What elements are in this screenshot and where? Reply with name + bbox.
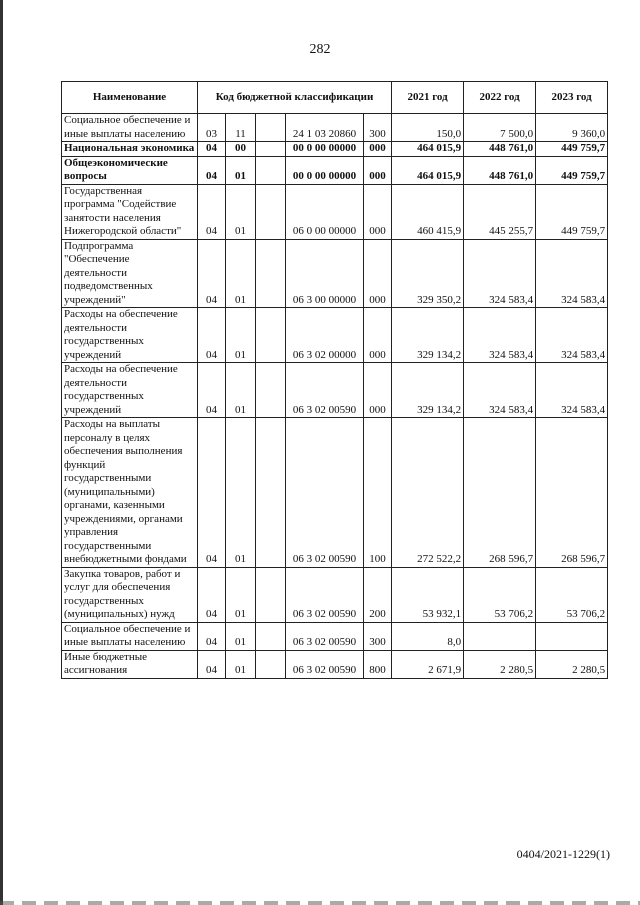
value-2021: 329 134,2 <box>392 308 464 363</box>
value-2023: 449 759,7 <box>536 142 608 157</box>
value-2022: 448 761,0 <box>464 156 536 184</box>
target-article-code: 06 3 02 00000 <box>286 308 364 363</box>
table-row <box>62 142 608 157</box>
target-article-code: 06 0 00 00000 <box>286 184 364 239</box>
expense-type-code: 000 <box>364 184 392 239</box>
expense-type-code: 000 <box>364 142 392 157</box>
header-2022: 2022 год <box>464 82 536 114</box>
expense-type-code: 300 <box>364 114 392 142</box>
blank-cell <box>256 308 286 363</box>
blank-cell <box>256 567 286 622</box>
value-2021: 272 522,2 <box>392 418 464 568</box>
value-2022: 7 500,0 <box>464 114 536 142</box>
value-2023: 53 706,2 <box>536 567 608 622</box>
target-article-code: 06 3 02 00590 <box>286 650 364 678</box>
section-code: 04 <box>198 622 226 650</box>
row-name: Подпрограмма "Обеспечение деятельности подведомственных учреждений" <box>62 239 198 308</box>
value-2023: 449 759,7 <box>536 184 608 239</box>
subsection-code: 01 <box>226 239 256 308</box>
target-article-code: 06 3 02 00590 <box>286 567 364 622</box>
section-code: 04 <box>198 184 226 239</box>
scan-edge <box>0 0 3 905</box>
value-2022: 445 255,7 <box>464 184 536 239</box>
blank-cell <box>256 239 286 308</box>
row-name: Иные бюджетные ассигнования <box>62 650 198 678</box>
expense-type-code: 200 <box>364 567 392 622</box>
subsection-code: 01 <box>226 650 256 678</box>
expense-type-code: 300 <box>364 622 392 650</box>
subsection-code: 01 <box>226 622 256 650</box>
value-2023: 2 280,5 <box>536 650 608 678</box>
section-code: 04 <box>198 308 226 363</box>
row-name: Социальное обеспечение и иные выплаты населению <box>62 114 198 142</box>
value-2021: 8,0 <box>392 622 464 650</box>
table-row <box>62 622 608 650</box>
value-2022: 53 706,2 <box>464 567 536 622</box>
value-2023: 268 596,7 <box>536 418 608 568</box>
blank-cell <box>256 363 286 418</box>
row-name: Расходы на выплаты персоналу в целях обеспечения выполнения функций государственными (муниципальными) органами, казенными учреждениями, органами управления государственными внебюджетными фондами <box>62 418 198 568</box>
row-name: Расходы на обеспечение деятельности государственных учреждений <box>62 363 198 418</box>
blank-cell <box>256 622 286 650</box>
table-row <box>62 567 608 622</box>
value-2023: 324 583,4 <box>536 363 608 418</box>
value-2021: 329 134,2 <box>392 363 464 418</box>
blank-cell <box>256 650 286 678</box>
target-article-code: 24 1 03 20860 <box>286 114 364 142</box>
scan-bottom-edge <box>0 901 640 905</box>
budget-table <box>61 81 608 679</box>
value-2021: 464 015,9 <box>392 156 464 184</box>
table-row <box>62 184 608 239</box>
blank-cell <box>256 184 286 239</box>
value-2023: 449 759,7 <box>536 156 608 184</box>
section-code: 04 <box>198 239 226 308</box>
row-name: Социальное обеспечение и иные выплаты населению <box>62 622 198 650</box>
value-2022: 268 596,7 <box>464 418 536 568</box>
table-row <box>62 308 608 363</box>
subsection-code: 01 <box>226 156 256 184</box>
section-code: 04 <box>198 142 226 157</box>
target-article-code: 06 3 02 00590 <box>286 363 364 418</box>
blank-cell <box>256 156 286 184</box>
row-name: Расходы на обеспечение деятельности государственных учреждений <box>62 308 198 363</box>
subsection-code: 01 <box>226 567 256 622</box>
target-article-code: 06 3 02 00590 <box>286 418 364 568</box>
row-name: Закупка товаров, работ и услуг для обеспечения государственных (муниципальных) нужд <box>62 567 198 622</box>
expense-type-code: 000 <box>364 239 392 308</box>
target-article-code: 00 0 00 00000 <box>286 156 364 184</box>
value-2023: 324 583,4 <box>536 239 608 308</box>
header-2021: 2021 год <box>392 82 464 114</box>
table-row <box>62 418 608 568</box>
section-code: 03 <box>198 114 226 142</box>
expense-type-code: 100 <box>364 418 392 568</box>
table-row <box>62 650 608 678</box>
subsection-code: 01 <box>226 184 256 239</box>
expense-type-code: 000 <box>364 156 392 184</box>
expense-type-code: 000 <box>364 308 392 363</box>
value-2023: 9 360,0 <box>536 114 608 142</box>
section-code: 04 <box>198 156 226 184</box>
subsection-code: 01 <box>226 363 256 418</box>
table-header-row <box>62 82 608 114</box>
expense-type-code: 800 <box>364 650 392 678</box>
header-name: Наименование <box>62 82 198 114</box>
section-code: 04 <box>198 418 226 568</box>
value-2021: 460 415,9 <box>392 184 464 239</box>
subsection-code: 00 <box>226 142 256 157</box>
blank-cell <box>256 418 286 568</box>
table-body <box>62 114 608 679</box>
value-2022: 324 583,4 <box>464 239 536 308</box>
value-2021: 2 671,9 <box>392 650 464 678</box>
target-article-code: 00 0 00 00000 <box>286 142 364 157</box>
blank-cell <box>256 114 286 142</box>
header-2023: 2023 год <box>536 82 608 114</box>
row-name: Государственная программа "Содействие занятости населения Нижегородской области" <box>62 184 198 239</box>
table-row <box>62 156 608 184</box>
row-name: Национальная экономика <box>62 142 198 157</box>
value-2023 <box>536 622 608 650</box>
value-2021: 329 350,2 <box>392 239 464 308</box>
section-code: 04 <box>198 567 226 622</box>
value-2022: 324 583,4 <box>464 363 536 418</box>
section-code: 04 <box>198 363 226 418</box>
table-row <box>62 114 608 142</box>
value-2023: 324 583,4 <box>536 308 608 363</box>
expense-type-code: 000 <box>364 363 392 418</box>
header-code: Код бюджетной классификации <box>198 82 392 114</box>
value-2022: 324 583,4 <box>464 308 536 363</box>
table-row <box>62 239 608 308</box>
table-row <box>62 363 608 418</box>
section-code: 04 <box>198 650 226 678</box>
value-2022: 2 280,5 <box>464 650 536 678</box>
page-number: 282 <box>309 42 331 57</box>
subsection-code: 11 <box>226 114 256 142</box>
subsection-code: 01 <box>226 308 256 363</box>
target-article-code: 06 3 00 00000 <box>286 239 364 308</box>
row-name: Общеэкономические вопросы <box>62 156 198 184</box>
value-2021: 464 015,9 <box>392 142 464 157</box>
value-2022 <box>464 622 536 650</box>
value-2022: 448 761,0 <box>464 142 536 157</box>
target-article-code: 06 3 02 00590 <box>286 622 364 650</box>
subsection-code: 01 <box>226 418 256 568</box>
value-2021: 150,0 <box>392 114 464 142</box>
value-2021: 53 932,1 <box>392 567 464 622</box>
blank-cell <box>256 142 286 157</box>
document-code: 0404/2021-1229(1) <box>516 847 610 861</box>
